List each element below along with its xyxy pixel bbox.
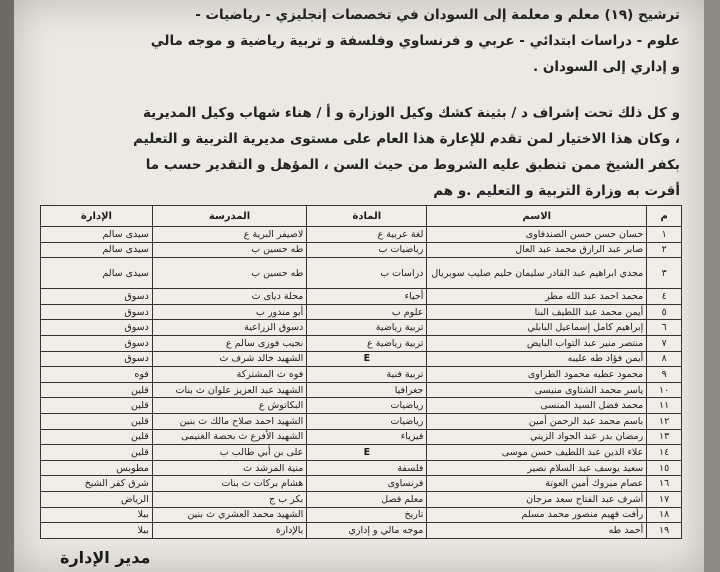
cell-name: منتصر منير عبد التواب البايض xyxy=(427,335,647,351)
intro-line-4: و كل ذلك تحت إشراف د / بثينة كشك وكيل الوزارة و أ / هناء شهاب وكيل المديرية xyxy=(142,105,680,121)
cell-subject: تربية رياضية xyxy=(307,320,427,336)
cell-num: ٦ xyxy=(647,320,682,336)
table-row xyxy=(41,413,682,429)
table-row xyxy=(41,367,682,383)
table-header-row xyxy=(41,206,682,227)
table-body xyxy=(41,227,682,539)
cell-subject: E xyxy=(307,445,427,461)
cell-name: أحمد طه xyxy=(427,523,647,539)
cell-subject: فيزياء xyxy=(307,429,427,445)
cell-num: ١٤ xyxy=(647,445,682,461)
cell-school: الشهيد الأفرع ث بحصة الغنيمى xyxy=(152,429,306,445)
table-row xyxy=(41,335,682,351)
page-right-edge xyxy=(704,0,720,572)
cell-admin: قلين xyxy=(41,429,153,445)
cell-num: ١١ xyxy=(647,398,682,414)
cell-name: حسان حسن حسن الصندفاوى xyxy=(427,227,647,243)
cell-school: طه حسين ب xyxy=(152,242,306,258)
cell-admin: سيدى سالم xyxy=(41,227,153,243)
cell-num: ٣ xyxy=(647,258,682,289)
cell-num: ٧ xyxy=(647,335,682,351)
cell-name: أيمن فؤاد طه عليبه xyxy=(427,351,647,367)
cell-num: ١٦ xyxy=(647,476,682,492)
intro-line-1: ترشيح (١٩) معلم و معلمة إلى السودان في تخصصات إنجليزي - رياضيات - xyxy=(195,7,680,23)
header-num: م xyxy=(647,206,682,227)
cell-num: ١٩ xyxy=(647,523,682,539)
header-name: الاسم xyxy=(427,206,647,227)
cell-school: دسوق الزراعية xyxy=(152,320,306,336)
table-row xyxy=(41,476,682,492)
cell-name: عصام مبروك أمين العوتة xyxy=(427,476,647,492)
cell-school: الشهيد خالد شرف ث xyxy=(152,351,306,367)
cell-num: ٩ xyxy=(647,367,682,383)
cell-num: ١٠ xyxy=(647,382,682,398)
intro-line-3: و إداري إلى السودان . xyxy=(533,59,680,75)
cell-name: مجدي ابراهيم عبد القادر سليمان حليم صليب سوبريال xyxy=(427,258,647,289)
cell-admin: سيدى سالم xyxy=(41,258,153,289)
cell-num: ٢ xyxy=(647,242,682,258)
cell-subject: فلسفة xyxy=(307,460,427,476)
cell-name: محمود عطيه محمود الطراوى xyxy=(427,367,647,383)
header-school: المدرسة xyxy=(152,206,306,227)
cell-name: سعيد يوسف عبد السلام نصير xyxy=(427,460,647,476)
cell-subject: رياضيات xyxy=(307,413,427,429)
footer-title: مدير الإدارة xyxy=(60,548,151,567)
cell-num: ١ xyxy=(647,227,682,243)
table-row xyxy=(41,320,682,336)
cell-subject: موجه مالي و إداري xyxy=(307,523,427,539)
cell-admin: بيلا xyxy=(41,523,153,539)
table-row xyxy=(41,398,682,414)
table-row xyxy=(41,382,682,398)
cell-admin: قلين xyxy=(41,445,153,461)
cell-admin: سيدى سالم xyxy=(41,242,153,258)
cell-subject: E xyxy=(307,351,427,367)
cell-admin: دسوق xyxy=(41,335,153,351)
cell-name: رمضان بدر عبد الجواد الزيني xyxy=(427,429,647,445)
cell-subject: تربية رياضية ع xyxy=(307,335,427,351)
table-row xyxy=(41,460,682,476)
cell-subject: فرنساوى xyxy=(307,476,427,492)
header-admin: الإدارة xyxy=(41,206,153,227)
table-row xyxy=(41,491,682,507)
cell-school: فوه ث المشتركة xyxy=(152,367,306,383)
cell-admin: دسوق xyxy=(41,289,153,305)
cell-admin: بيلا xyxy=(41,507,153,523)
cell-num: ٤ xyxy=(647,289,682,305)
cell-name: إبراهيم كامل إسماعيل البابلي xyxy=(427,320,647,336)
table-row xyxy=(41,445,682,461)
cell-subject: علوم ب xyxy=(307,304,427,320)
cell-school: نجيب فوزى سالم ع xyxy=(152,335,306,351)
intro-paragraph xyxy=(40,0,680,204)
cell-school: الشهيد محمد العشري ث بنين xyxy=(152,507,306,523)
cell-admin: دسوق xyxy=(41,304,153,320)
table-row xyxy=(41,304,682,320)
cell-school: أبو مندور ب xyxy=(152,304,306,320)
cell-name: باسم محمد عبد الرحمن أمين xyxy=(427,413,647,429)
cell-subject: دراسات ب xyxy=(307,258,427,289)
cell-num: ٥ xyxy=(647,304,682,320)
cell-school: على بن أبي طالب ب xyxy=(152,445,306,461)
cell-subject: رياضيات xyxy=(307,398,427,414)
table-row xyxy=(41,227,682,243)
cell-school: منية المرشد ث xyxy=(152,460,306,476)
table-row xyxy=(41,523,682,539)
cell-school: هشام بركات ث بنات xyxy=(152,476,306,492)
table-row xyxy=(41,429,682,445)
cell-subject: معلم فصل xyxy=(307,491,427,507)
cell-admin: فوه xyxy=(41,367,153,383)
staff-table xyxy=(40,205,682,539)
intro-line-6: بكفر الشيخ ممن تنطبق عليه الشروط من حيث السن ، المؤهل و التقدير حسب ما xyxy=(145,157,680,173)
cell-school: بالإدارة xyxy=(152,523,306,539)
cell-name: صابر عبد الرازق محمد عبد العال xyxy=(427,242,647,258)
intro-line-5: ، وكان هذا الاختيار لمن تقدم للإعارة هذا العام على مستوى مديرية التربية و التعليم xyxy=(133,131,680,147)
cell-subject: تاريخ xyxy=(307,507,427,523)
intro-line-2: علوم - دراسات ابتدائي - عربي و فرنساوي وفلسفة و تربية رياضية و موجه مالي xyxy=(150,33,680,49)
cell-name: أيمن محمد عبد اللطيف البنا xyxy=(427,304,647,320)
cell-school: طه حسين ب xyxy=(152,258,306,289)
cell-admin: قلين xyxy=(41,398,153,414)
cell-school: الشهيد عبد العزيز علوان ث بنات xyxy=(152,382,306,398)
cell-school: لاصيفر البرية ع xyxy=(152,227,306,243)
cell-admin: قلين xyxy=(41,382,153,398)
table-row xyxy=(41,507,682,523)
cell-num: ١٥ xyxy=(647,460,682,476)
cell-subject: جغرافيا xyxy=(307,382,427,398)
cell-num: ٨ xyxy=(647,351,682,367)
cell-name: محمد فضل السيد المنسى xyxy=(427,398,647,414)
cell-school: الشهيد احمد صلاح مالك ث بنين xyxy=(152,413,306,429)
cell-num: ١٨ xyxy=(647,507,682,523)
cell-school: بكر ب ج xyxy=(152,491,306,507)
page-left-edge xyxy=(0,0,14,572)
table-row xyxy=(41,289,682,305)
cell-admin: قلين xyxy=(41,413,153,429)
cell-name: ياسر محمد الشتاوى منيسى xyxy=(427,382,647,398)
table-row xyxy=(41,258,682,289)
table-row xyxy=(41,351,682,367)
cell-admin: الرياض xyxy=(41,491,153,507)
cell-num: ١٧ xyxy=(647,491,682,507)
header-subject: المادة xyxy=(307,206,427,227)
cell-name: محمد احمد عبد الله مطر xyxy=(427,289,647,305)
cell-school: البكاتوش ع xyxy=(152,398,306,414)
table-row xyxy=(41,242,682,258)
cell-subject: أحياء xyxy=(307,289,427,305)
cell-admin: دسوق xyxy=(41,320,153,336)
cell-name: أشرف عبد الفتاح سعد مرجان xyxy=(427,491,647,507)
cell-name: علاء الدين عبد اللطيف حسن موسى xyxy=(427,445,647,461)
cell-subject: تربية فنية xyxy=(307,367,427,383)
intro-line-7: أقرت به وزارة التربية و التعليم .و هم xyxy=(433,183,680,199)
cell-school: محلة دياى ث xyxy=(152,289,306,305)
cell-name: رأفت فهيم منصور محمد مسلم xyxy=(427,507,647,523)
cell-admin: دسوق xyxy=(41,351,153,367)
cell-admin: شرق كفر الشيخ xyxy=(41,476,153,492)
cell-subject: لغة عربية ع xyxy=(307,227,427,243)
cell-admin: مطوبس xyxy=(41,460,153,476)
cell-num: ١٣ xyxy=(647,429,682,445)
cell-num: ١٢ xyxy=(647,413,682,429)
cell-subject: رياضيات ب xyxy=(307,242,427,258)
